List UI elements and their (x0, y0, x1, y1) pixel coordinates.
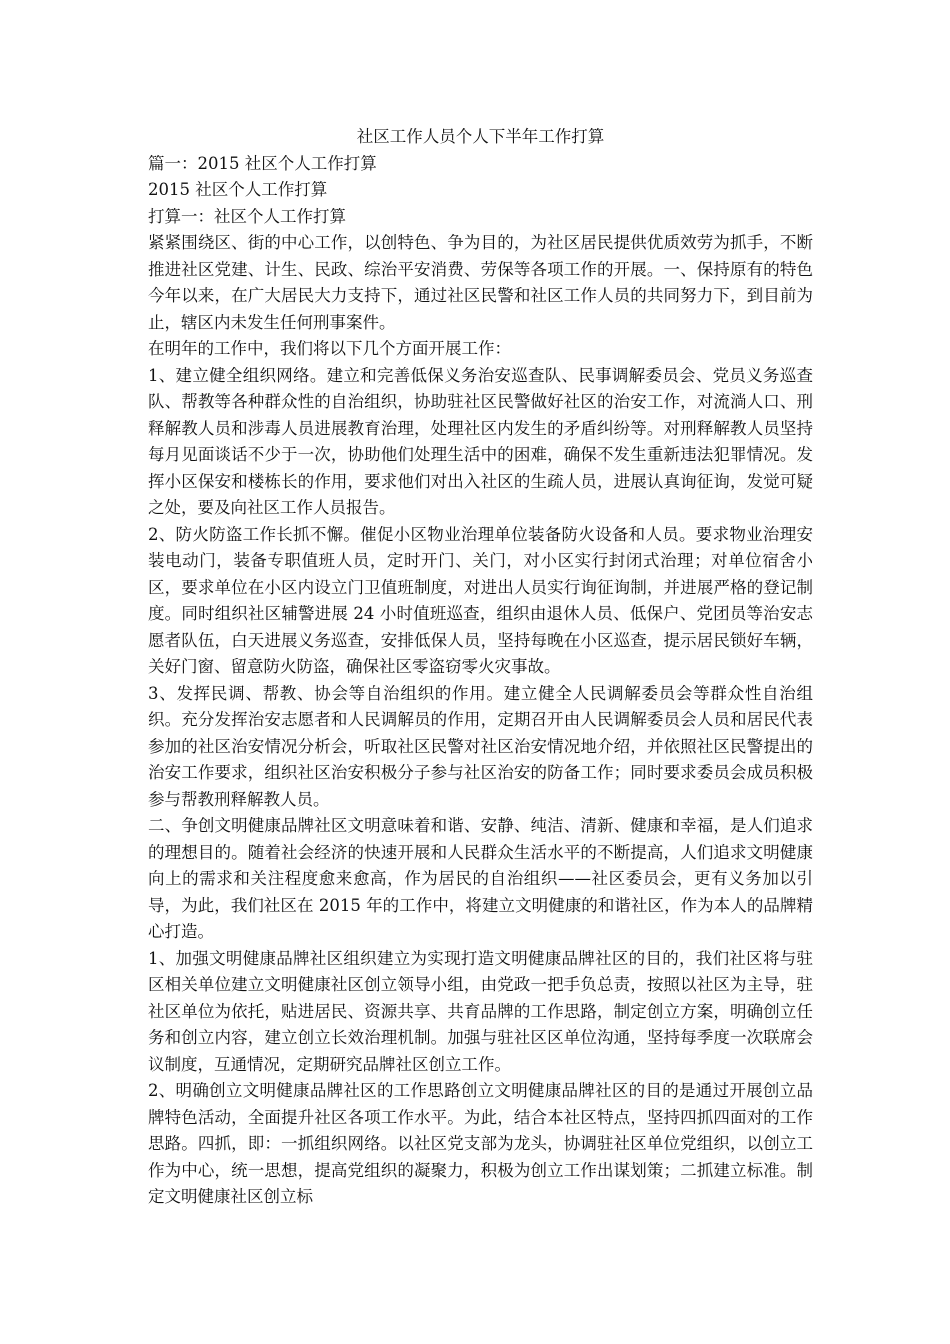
fire-theft-prevention-paragraph: 2、防火防盗工作长抓不懈。催促小区物业治理单位装备防火设备和人员。要求物业治理安装电动门，装备专职值班人员，定时开门、关门，对小区实行封闭式治理；对单位宿舍小区，要求单位在小区内设立门卫值班制度，对进出人员实行询征询制，并进展严格的登记制度。同时组织社区辅警进展 24 小时值班巡查，组织由退休人员、低保户、党团员等治安志愿者队伍，白天进展义务巡查，安排低保人员，坚持每晚在小区巡查，提示居民锁好车辆，关好门窗、留意防火防盗，确保社区零盗窃零火灾事故。 (148, 524, 813, 676)
plan-heading: 打算一：社区个人工作打算 (148, 206, 346, 226)
self-governance-paragraph: 3、发挥民调、帮教、协会等自治组织的作用。建立健全人民调解委员会等群众性自治组织。充分发挥治安志愿者和人民调解员的作用，定期召开由人民调解委员会人员和居民代表参加的社区治安情况分析会，听取社区民警对社区治安情况地介绍，并依照社区民警提出的治安工作要求，组织社区治安积极分子参与社区治安的防备工作；同时要求委员会成员积极参与帮教刑释解教人员。 (148, 683, 813, 809)
intro-paragraph: 紧紧围绕区、街的中心工作，以创特色、争为目的，为社区居民提供优质效劳为抓手，不断推进社区党建、计生、民政、综治平安消费、劳保等各项工作的开展。一、保持原有的特色今年以来，在广大居民大力支持下，通过社区民警和社区工作人员的共同努力下，到目前为止，辖区内未发生任何刑事案件。 (148, 233, 813, 332)
subsection-heading: 2015 社区个人工作打算 (148, 180, 328, 199)
work-approach-paragraph: 2、明确创立文明健康品牌社区的工作思路创立文明健康品牌社区的目的是通过开展创立品牌特色活动，全面提升社区各项工作水平。为此，结合本社区特点，坚持四抓四面对的工作思路。四抓，即：一抓组织网络。以社区党支部为龙头，协调驻社区单位党组织，以创立工作为中心，统一思想，提高党组织的凝聚力，积极为创立工作出谋划策；二抓建立标准。制定文明健康社区创立标 (148, 1081, 813, 1206)
organization-network-paragraph: 1、建立健全组织网络。建立和完善低保义务治安巡查队、民事调解委员会、党员义务巡查队、帮教等各种群众性的自治组织，协助驻社区民警做好社区的治安工作，对流淌人口、刑释解教人员和涉毒人员进展教育治理，处理社区内发生的矛盾纠纷等。对刑释解教人员坚持每月见面谈话不少于一次，协助他们处理生活中的困难，确保不发生重新违法犯罪情况。发挥小区保安和楼栋长的作用，要求他们对出入社区的生疏人员，进展认真询征询，发觉可疑之处，要及向社区工作人员报告。 (148, 365, 813, 517)
brand-organization-paragraph: 1、加强文明健康品牌社区组织建立为实现打造文明健康品牌社区的目的，我们社区将与驻区相关单位建立文明健康社区创立领导小组，由党政一把手负总责，按照以社区为主导，驻社区单位为依托，贴进居民、资源共享、共育品牌的工作思路，制定创立方案，明确创立任务和创立内容，建立创立长效治理机制。加强与驻社区区单位沟通，坚持每季度一次联席会议制度，互通情况，定期研究品牌社区创立工作。 (148, 948, 813, 1074)
section-heading: 篇一：2015 社区个人工作打算 (148, 153, 377, 173)
plan-intro-paragraph: 在明年的工作中，我们将以下几个方面开展工作： (148, 339, 511, 358)
document-body (148, 124, 813, 1211)
civilized-community-paragraph: 二、争创文明健康品牌社区文明意味着和谐、安静、纯洁、清新、健康和幸福，是人们追求的理想目的。随着社会经济的快速开展和人民群众生活水平的不断提高，人们追求文明健康向上的需求和关注程度愈来愈高，作为居民的自治组织——社区委员会，更有义务加以引导，为此，我们社区在 2015 年的工作中，将建立文明健康的和谐社区，作为本人的品牌精心打造。 (148, 816, 813, 941)
document-title: 社区工作人员个人下半年工作打算 (356, 127, 605, 146)
